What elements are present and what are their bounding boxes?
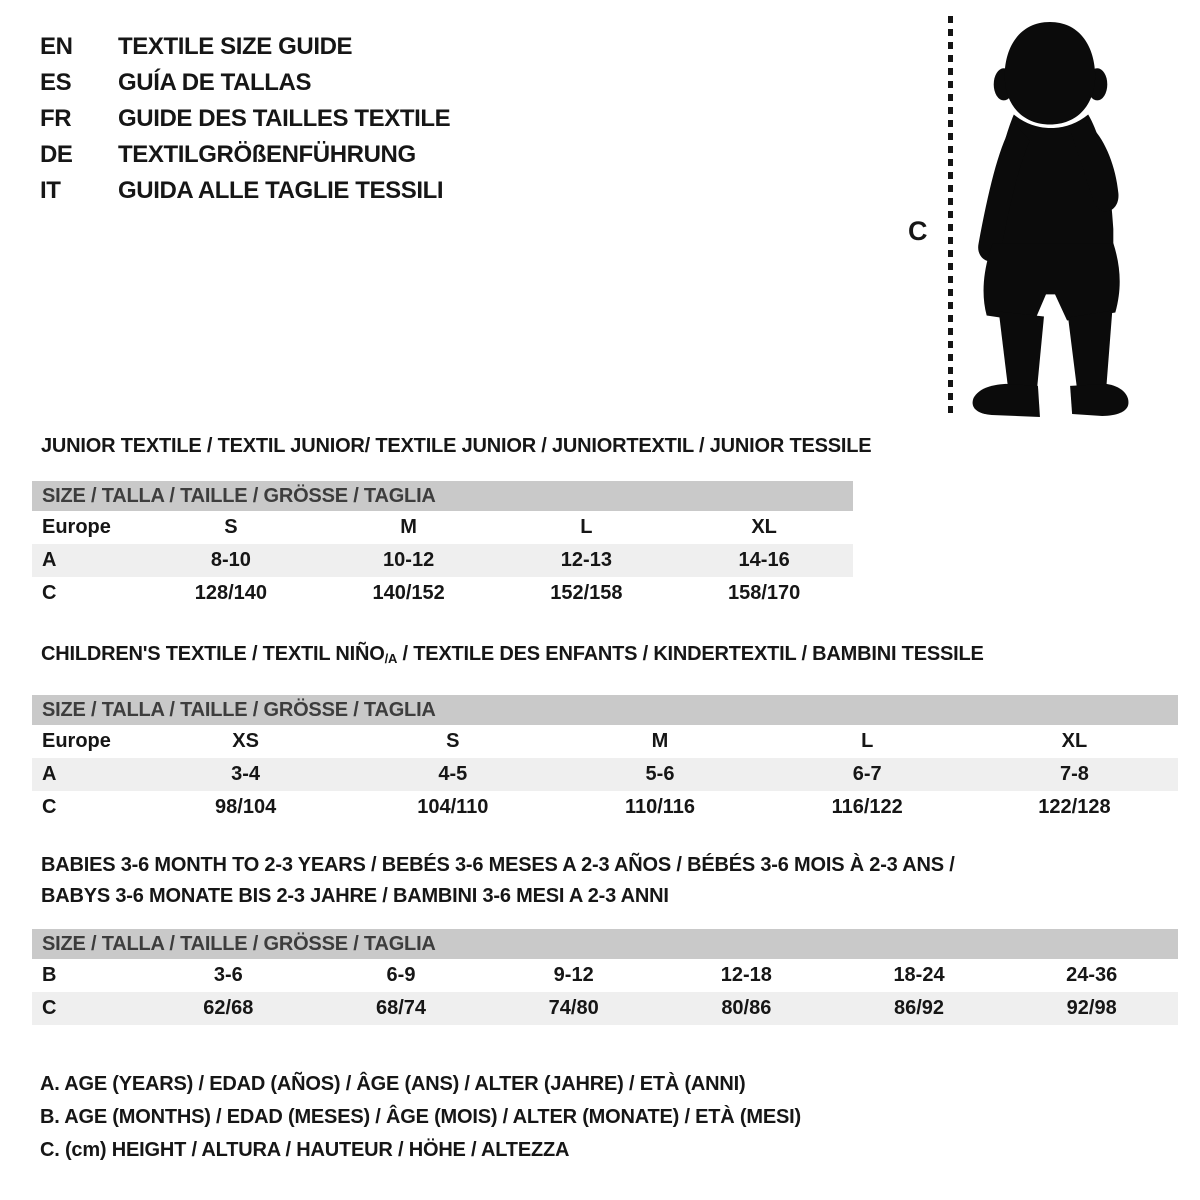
table-cell: M	[400, 516, 417, 538]
table-cell: 122/128	[1038, 796, 1111, 818]
table-row	[32, 544, 853, 577]
table-cell: M	[651, 730, 669, 752]
table-cell: 128/140	[194, 582, 268, 604]
table-cell: 110/116	[624, 796, 696, 818]
height-dashed-line	[948, 16, 953, 416]
table-row	[32, 725, 1178, 758]
language-code: FR	[40, 105, 72, 132]
table-cell: 86/92	[893, 997, 945, 1019]
language-row	[40, 101, 450, 137]
table-cell: 18-24	[893, 964, 945, 986]
table-cell: 74/80	[548, 997, 599, 1019]
table-row	[32, 758, 1178, 791]
table-row	[32, 511, 853, 544]
section-children	[32, 643, 1178, 824]
toddler-silhouette-icon	[962, 16, 1138, 418]
size-table	[32, 481, 853, 610]
table-cell: 116/122	[831, 796, 903, 818]
language-code: DE	[40, 141, 73, 168]
table-row	[32, 577, 853, 610]
table-cell: 14-16	[738, 549, 790, 571]
section-title	[32, 850, 1178, 912]
table-cell: 6-7	[852, 763, 882, 785]
section-babies	[32, 850, 1178, 1025]
section-title	[32, 643, 1178, 670]
table-cell: XL	[751, 516, 777, 538]
title-text: CHILDREN'S TEXTILE / TEXTIL NIÑO	[41, 643, 385, 665]
section-title	[32, 435, 872, 457]
language-guide-title: TEXTILGRÖßENFÜHRUNG	[118, 141, 416, 168]
row-label: C	[42, 582, 57, 604]
table-cell: L	[861, 730, 874, 752]
language-code: IT	[40, 177, 61, 204]
table-cell: 152/158	[550, 582, 623, 604]
language-guide-title: GUÍA DE TALLAS	[118, 69, 312, 96]
size-table	[32, 695, 1178, 824]
table-cell: 158/170	[727, 582, 801, 604]
table-cell: XL	[1061, 730, 1088, 752]
table-cell: S	[224, 516, 238, 538]
table-cell: 80/86	[721, 997, 772, 1019]
section-title-line	[41, 435, 872, 457]
language-code: ES	[40, 69, 72, 96]
title-subscript: /A	[384, 651, 398, 666]
table-cell: XS	[232, 730, 259, 752]
language-guide-title: GUIDA ALLE TAGLIE TESSILI	[118, 177, 444, 204]
table-cell: 6-9	[386, 964, 416, 986]
table-cell: 12-13	[560, 549, 612, 571]
size-table-header: SIZE / TALLA / TAILLE / GRÖSSE / TAGLIA	[32, 481, 853, 511]
language-code: EN	[40, 33, 73, 60]
legend	[40, 1068, 801, 1167]
height-measure-label: C	[908, 216, 928, 246]
row-label: C	[42, 997, 57, 1019]
size-table-header: SIZE / TALLA / TAILLE / GRÖSSE / TAGLIA	[32, 929, 1178, 959]
row-label: Europe	[42, 516, 111, 538]
section-junior	[32, 435, 872, 610]
table-cell: 5-6	[645, 763, 675, 785]
row-label: B	[42, 964, 57, 986]
table-cell: 140/152	[372, 582, 445, 604]
row-label: A	[42, 549, 57, 571]
table-cell: 92/98	[1066, 997, 1117, 1019]
table-cell: 10-12	[383, 549, 435, 571]
title-text: BABYS 3-6 MONATE BIS 2-3 JAHRE / BAMBINI 3-6 MESI A 2-3 ANNI	[41, 885, 669, 907]
language-row	[40, 65, 450, 101]
legend-line: A. AGE (YEARS) / EDAD (AÑOS) / ÂGE (ANS) / ALTER (JAHRE) / ETÀ (ANNI)	[40, 1073, 746, 1095]
table-row	[32, 992, 1178, 1025]
table-row	[32, 791, 1178, 824]
row-label: C	[42, 796, 57, 818]
section-title-line	[41, 881, 1178, 912]
table-cell: 4-5	[438, 763, 468, 785]
language-row	[40, 137, 450, 173]
language-row	[40, 173, 450, 209]
table-cell: 9-12	[553, 964, 594, 986]
section-title-line	[41, 850, 1178, 881]
title-text: BABIES 3-6 MONTH TO 2-3 YEARS / BEBÉS 3-6 MESES A 2-3 AÑOS / BÉBÉS 3-6 MOIS À 2-3 ANS /	[41, 854, 955, 876]
table-cell: 7-8	[1059, 763, 1089, 785]
size-table-header: SIZE / TALLA / TAILLE / GRÖSSE / TAGLIA	[32, 695, 1178, 725]
table-row	[32, 959, 1178, 992]
language-row	[40, 29, 450, 65]
language-guide-title: TEXTILE SIZE GUIDE	[118, 33, 353, 60]
table-cell: L	[580, 516, 593, 538]
title-text: JUNIOR TEXTILE / TEXTIL JUNIOR/ TEXTILE JUNIOR / JUNIORTEXTIL / JUNIOR TESSILE	[41, 435, 872, 457]
language-guide-title: GUIDE DES TAILLES TEXTILE	[118, 105, 451, 132]
table-cell: 8-10	[210, 549, 251, 571]
table-cell: 98/104	[215, 796, 277, 818]
size-table	[32, 929, 1178, 1025]
table-cell: 68/74	[375, 997, 427, 1019]
legend-line: C. (cm) HEIGHT / ALTURA / HAUTEUR / HÖHE / ALTEZZA	[40, 1139, 570, 1161]
table-cell: 3-4	[231, 763, 261, 785]
table-cell: S	[446, 730, 460, 752]
table-cell: 3-6	[213, 964, 243, 986]
row-label: A	[42, 763, 57, 785]
table-cell: 104/110	[417, 796, 489, 818]
row-label: Europe	[42, 730, 111, 752]
table-cell: 62/68	[203, 997, 254, 1019]
language-title-list	[40, 29, 450, 209]
title-text: / TEXTILE DES ENFANTS / KINDERTEXTIL / BAMBINI TESSILE	[397, 643, 984, 665]
legend-line: B. AGE (MONTHS) / EDAD (MESES) / ÂGE (MOIS) / ALTER (MONATE) / ETÀ (MESI)	[40, 1106, 801, 1128]
table-cell: 12-18	[720, 964, 772, 986]
table-cell: 24-36	[1066, 964, 1118, 986]
section-title-line	[41, 643, 1178, 670]
